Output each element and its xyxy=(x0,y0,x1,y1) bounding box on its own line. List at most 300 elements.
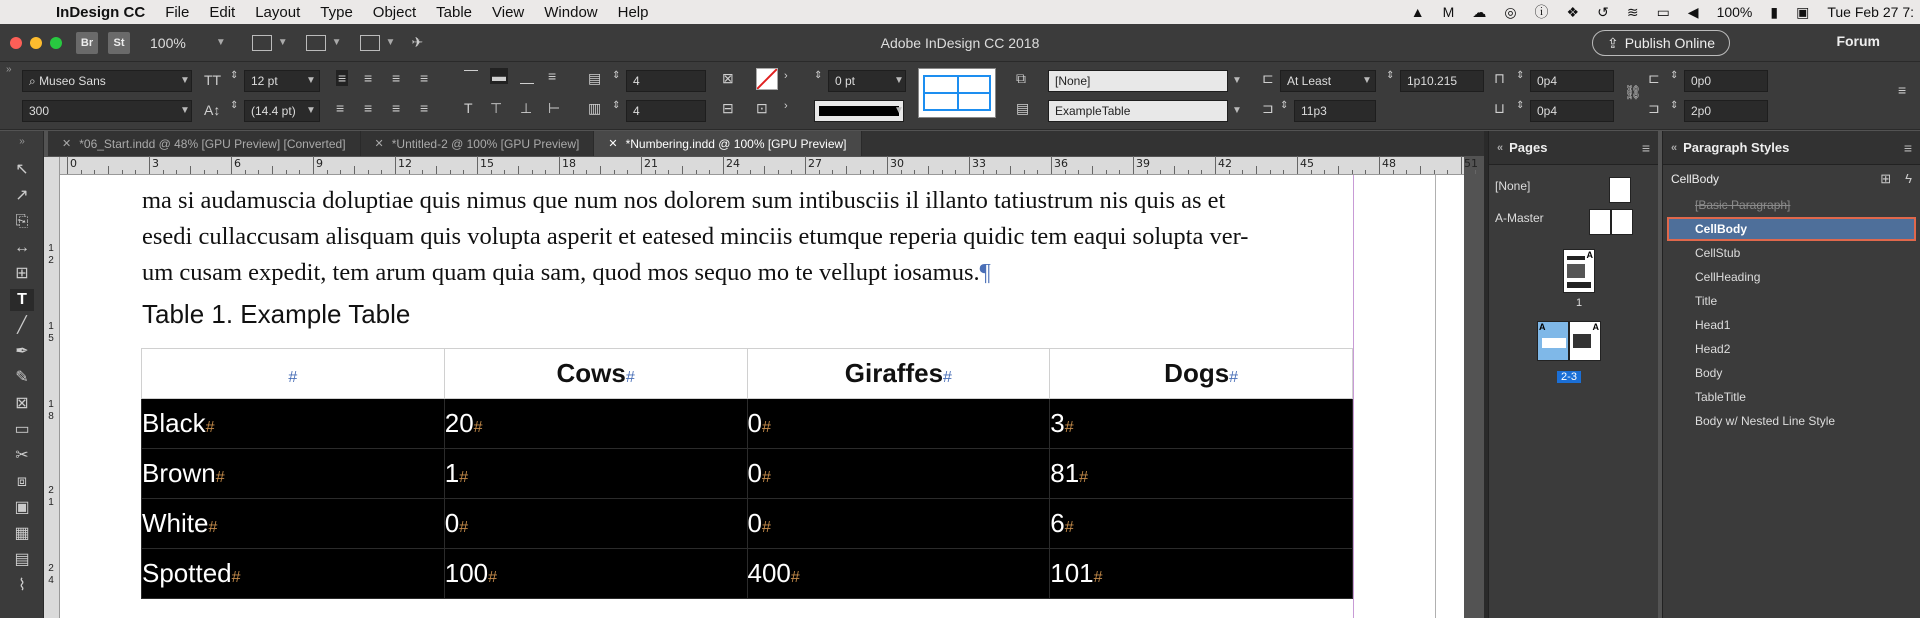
rotate-text-0-icon[interactable]: T xyxy=(464,100,473,116)
justify-center-icon[interactable]: ≡ xyxy=(364,100,373,116)
justify-left-icon[interactable]: ≡ xyxy=(336,100,345,116)
info-icon[interactable]: ⓘ xyxy=(1534,4,1549,20)
right-margin-guide xyxy=(1353,175,1354,618)
drive-icon[interactable]: ▲ xyxy=(1410,4,1425,20)
ruler-tick-label: 5 xyxy=(48,333,54,344)
ruler-minor-tick xyxy=(655,170,656,174)
cell-style-dropdown-icon[interactable]: ▼ xyxy=(1232,105,1242,116)
table-cell[interactable] xyxy=(747,499,1050,549)
thumb-block xyxy=(1542,338,1566,348)
ruler-major-tick xyxy=(1297,156,1298,174)
ruler-minor-tick xyxy=(1188,170,1189,174)
stroke-swatch-menu-icon[interactable]: › xyxy=(784,70,788,82)
table-style-dropdown-icon[interactable]: ▼ xyxy=(1232,75,1242,86)
table-cell[interactable] xyxy=(142,449,445,499)
ruler-minor-tick xyxy=(368,170,369,174)
page-1-thumbnail[interactable] xyxy=(1563,249,1595,293)
example-table[interactable] xyxy=(141,348,1353,599)
ruler-minor-tick xyxy=(340,170,341,174)
dropbox-icon[interactable]: ❖ xyxy=(1566,3,1580,20)
table-cell[interactable] xyxy=(1050,399,1353,449)
ruler-major-tick xyxy=(1461,156,1462,174)
ruler-major-tick xyxy=(67,156,68,174)
menu-window[interactable]: Window xyxy=(544,3,598,21)
link-insets-icon[interactable]: ⛓ xyxy=(1624,84,1642,100)
leading-field[interactable]: (14.4 pt) xyxy=(244,100,320,122)
left-inset-stepper[interactable]: ⇕ xyxy=(1670,70,1679,81)
close-tab-icon[interactable]: ✕ xyxy=(62,138,72,150)
table-cell[interactable] xyxy=(747,449,1050,499)
search-icon: ⌕ xyxy=(29,74,40,88)
ruler-tick-label: 30 xyxy=(890,157,904,170)
header-cell[interactable] xyxy=(142,349,445,399)
menu-file[interactable]: File xyxy=(165,3,190,21)
spread-2-3-label[interactable]: 2-3 xyxy=(1557,371,1581,383)
ruler-tick-label: 1 xyxy=(48,399,54,410)
current-style-name: CellBody xyxy=(1671,172,1720,186)
close-window-button[interactable] xyxy=(10,37,22,49)
header-cell[interactable] xyxy=(1050,349,1353,399)
right-inset-icon: ⊐ xyxy=(1648,100,1660,116)
ruler-minor-tick xyxy=(1434,170,1435,174)
ruler-minor-tick xyxy=(422,170,423,174)
ruler-tick-label: 36 xyxy=(1054,157,1068,170)
row-height-icon: ⊏ xyxy=(1262,70,1274,86)
stroke-none-swatch[interactable] xyxy=(756,68,778,90)
paragraph-styles-menu-icon[interactable]: ≡ xyxy=(1903,139,1912,156)
row-height-stepper[interactable]: ⇕ xyxy=(1386,70,1395,81)
table-cell[interactable] xyxy=(747,399,1050,449)
application-bar xyxy=(0,24,1920,62)
top-inset-stepper[interactable]: ⇕ xyxy=(1516,70,1525,81)
pages-panel xyxy=(1488,131,1658,618)
unmerge-cells-icon[interactable]: ⊟ xyxy=(722,100,734,116)
tab-numbering[interactable] xyxy=(594,131,861,156)
ruler-major-tick xyxy=(559,156,560,174)
ruler-tick-label: 1 xyxy=(48,243,54,254)
ruler-major-tick xyxy=(231,156,232,174)
font-style-field[interactable]: 300 xyxy=(22,100,192,122)
ruler-major-tick xyxy=(1133,156,1134,174)
free-transform-tool-icon[interactable]: ⧈ xyxy=(16,473,28,490)
clock-app-icon[interactable]: ◎ xyxy=(1504,3,1517,20)
align-towards-spine-icon[interactable]: ≡ xyxy=(420,70,429,86)
ruler-minor-tick xyxy=(204,170,205,174)
ruler-minor-tick xyxy=(914,170,915,174)
cell-end-marker: # xyxy=(205,419,215,436)
ruler-minor-tick xyxy=(436,166,437,174)
line-tool-icon[interactable]: ╱ xyxy=(17,317,27,334)
header-text: Dogs xyxy=(1164,358,1230,388)
pages-panel-title: Pages xyxy=(1509,140,1548,155)
close-tab-icon[interactable]: ✕ xyxy=(608,138,618,150)
cell-stroke-menu-icon[interactable]: › xyxy=(784,100,788,112)
cell-text: 0 xyxy=(444,508,460,538)
ruler-major-tick xyxy=(723,156,724,174)
document-canvas[interactable] xyxy=(60,175,1464,618)
tab-untitled-2[interactable] xyxy=(361,131,595,156)
font-family-dropdown-icon[interactable]: ▼ xyxy=(180,75,190,86)
control-panel xyxy=(0,62,1920,130)
vertical-ruler[interactable] xyxy=(44,157,60,618)
arrange-documents-icon[interactable] xyxy=(360,35,380,51)
right-inset-field[interactable]: 2p0 xyxy=(1684,100,1768,122)
right-inset-stepper[interactable]: ⇕ xyxy=(1670,100,1679,111)
ruler-tick-label: 1 xyxy=(48,497,54,508)
table-cell[interactable] xyxy=(747,549,1050,599)
pen-tool-icon[interactable]: ✒ xyxy=(15,343,29,360)
left-inset-field[interactable]: 0p0 xyxy=(1684,70,1768,92)
ruler-tick-label: 42 xyxy=(1218,157,1232,170)
body-text-frame[interactable] xyxy=(142,183,1402,291)
cell-stroke-proxy[interactable] xyxy=(918,68,996,118)
ruler-minor-tick xyxy=(1078,170,1079,174)
leading-dropdown-icon[interactable]: ▼ xyxy=(306,105,316,116)
top-inset-field[interactable]: 0p4 xyxy=(1530,70,1614,92)
lightning-icon[interactable]: ϟ xyxy=(1905,171,1912,186)
thumb-block xyxy=(1567,282,1591,288)
tab-label: *Numbering.indd @ 100% [GPU Preview] xyxy=(625,136,847,151)
creative-cloud-icon[interactable]: ☁ xyxy=(1472,3,1487,20)
ruler-minor-tick xyxy=(1092,166,1093,174)
columns-stepper[interactable]: ⇕ xyxy=(612,100,621,111)
zoom-window-button[interactable] xyxy=(50,37,62,49)
ruler-minor-tick xyxy=(1447,170,1448,174)
ruler-minor-tick xyxy=(354,166,355,174)
stroke-type-dropdown-icon[interactable]: ▼ xyxy=(894,105,904,116)
cell-text: 1 xyxy=(444,458,460,488)
ruler-tick-label: 0 xyxy=(70,157,77,170)
page-tool-icon[interactable]: ⎘ xyxy=(15,213,29,230)
ruler-minor-tick xyxy=(1270,170,1271,174)
cell-end-marker: # xyxy=(1229,369,1239,386)
row-height-field[interactable]: 1p10.215 xyxy=(1400,70,1484,92)
cell-end-marker: # xyxy=(761,419,771,436)
pages-panel-header[interactable] xyxy=(1489,131,1658,165)
thumb-block xyxy=(1573,334,1591,348)
menu-layout[interactable]: Layout xyxy=(255,3,301,21)
gradient-swatch-tool-icon[interactable]: ▣ xyxy=(14,499,30,516)
ruler-minor-tick xyxy=(750,170,751,174)
justify-vertical-icon[interactable]: ≡ xyxy=(548,68,557,84)
ruler-minor-tick xyxy=(573,170,574,174)
table-cell[interactable] xyxy=(444,549,747,599)
leading-stepper[interactable]: ⇕ xyxy=(230,100,239,111)
menu-clock[interactable]: Tue Feb 27 7: xyxy=(1827,4,1914,20)
columns-field[interactable]: 4 xyxy=(626,100,706,122)
menu-edit[interactable]: Edit xyxy=(209,3,236,21)
airplay-icon[interactable]: ▭ xyxy=(1656,3,1670,20)
cell-end-marker: # xyxy=(215,469,225,486)
style-head2[interactable]: Head2 xyxy=(1695,342,1731,356)
cell-stroke-icon[interactable]: ⊡ xyxy=(756,100,768,116)
page-1-label[interactable]: 1 xyxy=(1575,297,1583,309)
merge-cells-icon[interactable]: ⊠ xyxy=(722,70,734,86)
table-cell[interactable] xyxy=(1050,549,1353,599)
align-right-icon[interactable]: ≡ xyxy=(392,70,401,86)
column-width-field[interactable]: 11p3 xyxy=(1294,100,1376,122)
table-style-field[interactable]: [None] xyxy=(1048,70,1228,92)
rows-stepper[interactable]: ⇕ xyxy=(612,70,621,81)
gradient-feather-tool-icon[interactable]: ▦ xyxy=(14,525,30,542)
ruler-minor-tick xyxy=(764,166,765,174)
style-basic-paragraph[interactable]: [Basic Paragraph] xyxy=(1695,198,1791,212)
master-label: A-Master xyxy=(1495,211,1544,225)
window-title: Adobe InDesign CC 2018 xyxy=(880,34,1040,51)
pilcrow-mark: ¶ xyxy=(979,259,991,286)
tab-06-start[interactable] xyxy=(48,131,361,156)
align-middle-icon[interactable]: ▬ xyxy=(492,68,506,84)
cell-end-marker: # xyxy=(459,469,469,486)
note-tool-icon[interactable]: ▤ xyxy=(14,551,30,568)
font-style-dropdown-icon[interactable]: ▼ xyxy=(180,105,190,116)
close-tab-icon[interactable]: ✕ xyxy=(374,138,384,150)
ruler-minor-tick xyxy=(122,170,123,174)
ruler-tick-label: 21 xyxy=(644,157,658,170)
ruler-major-tick xyxy=(887,156,888,174)
justify-all-icon[interactable]: ≡ xyxy=(420,100,429,116)
pages-panel-menu-icon[interactable]: ≡ xyxy=(1641,139,1650,156)
ruler-minor-tick xyxy=(928,166,929,174)
thumb-block xyxy=(1567,264,1585,278)
justify-right-icon[interactable]: ≡ xyxy=(392,100,401,116)
style-cellstub[interactable]: CellStub xyxy=(1695,246,1741,260)
menu-help[interactable]: Help xyxy=(617,3,649,21)
menu-table[interactable]: Table xyxy=(436,3,473,21)
stroke-weight-stepper[interactable]: ⇕ xyxy=(814,70,823,81)
bottom-inset-icon: ⊔ xyxy=(1494,100,1505,116)
menu-view[interactable]: View xyxy=(492,3,525,21)
font-size-field[interactable]: 12 pt xyxy=(244,70,320,92)
zoom-level[interactable]: 100% xyxy=(150,34,186,51)
direct-selection-tool-icon[interactable]: ↗ xyxy=(15,187,29,204)
style-title[interactable]: Title xyxy=(1695,294,1718,308)
ruler-minor-tick xyxy=(1037,170,1038,174)
font-family-value: Museo Sans xyxy=(39,74,106,88)
style-cellbody[interactable]: CellBody xyxy=(1667,217,1916,241)
new-style-group-icon[interactable]: ⊞ xyxy=(1880,171,1892,186)
menu-object[interactable]: Object xyxy=(372,3,417,21)
table-cell[interactable] xyxy=(444,499,747,549)
ruler-minor-tick xyxy=(518,166,519,174)
ruler-minor-tick xyxy=(1324,170,1325,174)
stroke-type-field[interactable] xyxy=(814,100,904,122)
gap-tool-icon[interactable]: ↔ xyxy=(14,239,30,256)
ruler-minor-tick xyxy=(286,170,287,174)
ruler-minor-tick xyxy=(545,170,546,174)
rows-icon: ▤ xyxy=(588,70,602,86)
cell-style-field[interactable]: ExampleTable xyxy=(1048,100,1228,122)
ruler-major-tick xyxy=(1379,156,1380,174)
table-cell[interactable] xyxy=(444,449,747,499)
ruler-minor-tick xyxy=(901,170,902,174)
rectangle-frame-tool-icon[interactable]: ⊠ xyxy=(15,395,29,412)
cell-text: White xyxy=(142,508,209,538)
zoom-dropdown-icon[interactable]: ▼ xyxy=(215,37,226,48)
control-panel-menu-icon[interactable]: ≡ xyxy=(1898,82,1907,98)
table-cell[interactable] xyxy=(1050,449,1353,499)
cell-text: 400 xyxy=(747,558,791,588)
page-3-thumbnail[interactable] xyxy=(1569,321,1601,361)
style-body-nested-line[interactable]: Body w/ Nested Line Style xyxy=(1695,414,1836,428)
page-2-thumbnail[interactable] xyxy=(1537,321,1569,361)
ruler-major-tick xyxy=(395,156,396,174)
ruler-minor-tick xyxy=(1338,166,1339,174)
rotate-text-90-icon[interactable]: ⊤ xyxy=(490,100,503,116)
bottom-inset-field[interactable]: 0p4 xyxy=(1530,100,1614,122)
ruler-tick-label: 51 xyxy=(1464,157,1478,170)
cell-end-marker: # xyxy=(761,469,771,486)
table-style-icon: ⧉ xyxy=(1016,70,1026,86)
tools-collapse-icon[interactable]: » xyxy=(19,136,25,147)
leading-icon: A↕ xyxy=(204,102,221,118)
a-master-right-thumbnail[interactable] xyxy=(1611,209,1633,235)
ruler-tick-label: 4 xyxy=(48,575,54,586)
horizontal-ruler[interactable] xyxy=(60,157,1478,175)
align-center-icon[interactable]: ≡ xyxy=(364,70,373,86)
row-height-mode-field[interactable]: At Least xyxy=(1280,70,1376,92)
volume-icon[interactable]: ◀ xyxy=(1687,3,1699,20)
table-cell[interactable] xyxy=(142,399,445,449)
document-page xyxy=(60,175,1464,618)
gpu-performance-icon[interactable]: ✈ xyxy=(411,34,424,50)
ruler-tick-label: 2 xyxy=(48,563,54,574)
table-cell[interactable] xyxy=(444,399,747,449)
screen-mode-icon[interactable] xyxy=(306,35,326,51)
ruler-minor-tick xyxy=(272,166,273,174)
header-cell[interactable] xyxy=(747,349,1050,399)
align-left-icon[interactable]: ≡ xyxy=(338,70,347,86)
cell-end-marker: # xyxy=(288,369,298,386)
ruler-minor-tick xyxy=(682,166,683,174)
top-inset-icon: ⊓ xyxy=(1494,70,1505,86)
cell-text: 0 xyxy=(747,408,762,438)
gmail-icon[interactable]: M xyxy=(1442,4,1455,20)
view-options-dropdown-icon[interactable]: ▼ xyxy=(277,37,288,48)
stroke-weight-field[interactable]: 0 pt xyxy=(828,70,906,92)
table-cell[interactable] xyxy=(1050,499,1353,549)
style-head1[interactable]: Head1 xyxy=(1695,318,1731,332)
ruler-minor-tick xyxy=(791,170,792,174)
row-height-mode-dropdown-icon[interactable]: ▼ xyxy=(1362,75,1372,86)
ruler-minor-tick xyxy=(832,170,833,174)
pencil-tool-icon[interactable]: ✎ xyxy=(15,369,29,386)
style-cellheading[interactable]: CellHeading xyxy=(1695,270,1761,284)
rectangle-tool-icon[interactable]: ▭ xyxy=(14,421,30,438)
stock-button[interactable]: St xyxy=(108,32,130,54)
rotate-text-270-icon[interactable]: ⊢ xyxy=(548,100,561,116)
share-icon: ⇪ xyxy=(1606,34,1619,51)
header-cell[interactable] xyxy=(444,349,747,399)
screen-mode-dropdown-icon[interactable]: ▼ xyxy=(331,37,342,48)
cell-text: 0 xyxy=(747,508,762,538)
master-a[interactable] xyxy=(1489,203,1659,233)
publish-label: Publish Online xyxy=(1624,35,1715,51)
ruler-tick-label: 39 xyxy=(1136,157,1150,170)
rotate-text-180-icon[interactable]: ⊥ xyxy=(520,100,533,116)
body-line xyxy=(142,183,1402,219)
stroke-weight-dropdown-icon[interactable]: ▼ xyxy=(894,75,904,86)
ruler-minor-tick xyxy=(94,170,95,174)
battery-icon[interactable]: ▮ xyxy=(1770,3,1779,20)
eyedropper-tool-icon[interactable]: ⌇ xyxy=(18,577,26,594)
align-bottom-icon[interactable]: ⎽ xyxy=(520,68,534,84)
window-controls xyxy=(0,37,62,49)
minimize-window-button[interactable] xyxy=(30,37,42,49)
ruler-tick-label: 48 xyxy=(1382,157,1396,170)
style-actions xyxy=(1880,171,1912,187)
ruler-minor-tick xyxy=(996,170,997,174)
align-top-icon[interactable]: ⎺ xyxy=(464,68,478,84)
a-master-left-thumbnail[interactable] xyxy=(1589,209,1611,235)
page-edge-line xyxy=(1435,175,1436,618)
current-style-row xyxy=(1663,165,1920,193)
column-width-stepper[interactable]: ⇕ xyxy=(1280,100,1289,111)
ruler-minor-tick xyxy=(668,170,669,174)
column-width-icon: ⊐ xyxy=(1262,100,1274,116)
ruler-tick-label: 3 xyxy=(152,157,159,170)
paragraph-styles-header[interactable] xyxy=(1663,131,1920,165)
scissors-tool-icon[interactable]: ✂ xyxy=(15,447,29,464)
selection-tool-icon[interactable]: ↖ xyxy=(15,161,29,178)
type-tool-icon[interactable]: T xyxy=(10,289,34,311)
content-collector-tool-icon[interactable]: ⊞ xyxy=(15,265,29,282)
wifi-icon[interactable]: ≋ xyxy=(1626,3,1639,20)
rows-field[interactable]: 4 xyxy=(626,70,706,92)
ruler-minor-tick xyxy=(1393,170,1394,174)
style-tabletitle[interactable]: TableTitle xyxy=(1695,390,1746,404)
table-cell[interactable] xyxy=(142,499,445,549)
bridge-button[interactable]: Br xyxy=(76,32,98,54)
table-row xyxy=(142,549,1353,599)
notifications-icon[interactable]: ▣ xyxy=(1796,3,1810,20)
ruler-minor-tick xyxy=(190,166,191,174)
cell-end-marker: # xyxy=(488,569,498,586)
bottom-inset-stepper[interactable]: ⇕ xyxy=(1516,100,1525,111)
ruler-minor-tick xyxy=(1147,170,1148,174)
font-size-stepper[interactable]: ⇕ xyxy=(230,70,239,81)
app-menu[interactable]: InDesign CC xyxy=(56,3,146,21)
ruler-minor-tick xyxy=(463,170,464,174)
header-text: Cows xyxy=(556,358,626,388)
view-options-icon[interactable] xyxy=(252,35,272,51)
ruler-tick-label: 6 xyxy=(234,157,241,170)
ruler-major-tick xyxy=(969,156,970,174)
font-size-dropdown-icon[interactable]: ▼ xyxy=(306,75,316,86)
cell-text: 3 xyxy=(1050,408,1065,438)
cell-text: 101 xyxy=(1050,558,1094,588)
table-cell[interactable] xyxy=(142,549,445,599)
workspace-switcher[interactable]: Forum xyxy=(1836,33,1880,49)
style-body[interactable]: Body xyxy=(1695,366,1723,380)
panel-collapse-icon[interactable]: « xyxy=(1497,141,1504,154)
panel-collapse-icon[interactable]: » xyxy=(6,64,12,75)
ruler-minor-tick xyxy=(627,170,628,174)
time-machine-icon[interactable]: ↺ xyxy=(1597,3,1609,20)
menu-type[interactable]: Type xyxy=(320,3,353,21)
ruler-major-tick xyxy=(313,156,314,174)
publish-online-button[interactable] xyxy=(1592,30,1730,56)
font-family-field[interactable] xyxy=(22,70,192,92)
table-caption[interactable]: Table 1. Example Table xyxy=(142,299,411,329)
spread-label-wrap xyxy=(1555,367,1583,385)
arrange-dropdown-icon[interactable]: ▼ xyxy=(385,37,396,48)
ruler-minor-tick xyxy=(217,170,218,174)
cell-end-marker: # xyxy=(473,419,483,436)
master-none-thumbnail[interactable] xyxy=(1609,177,1631,203)
master-none[interactable] xyxy=(1489,171,1659,201)
panel-collapse-icon[interactable]: « xyxy=(1671,141,1678,154)
